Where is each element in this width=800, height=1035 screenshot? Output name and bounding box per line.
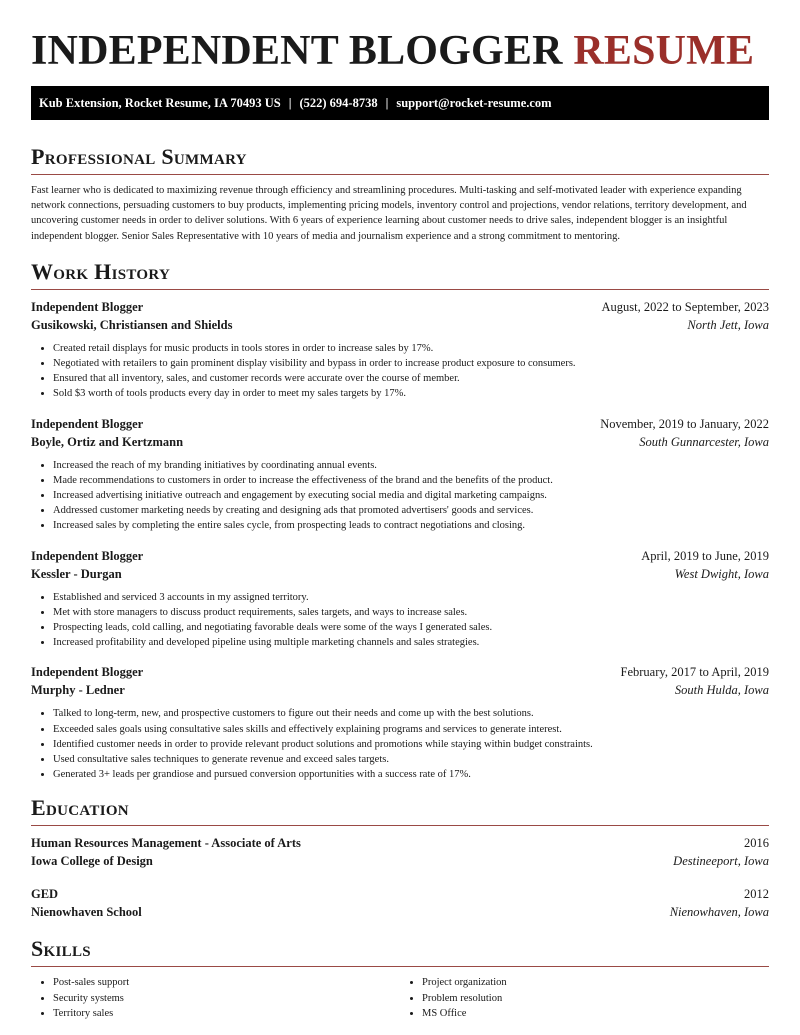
section-divider [31, 966, 769, 967]
job-bullets [31, 341, 769, 402]
job-title: Independent Blogger [31, 299, 144, 314]
job-bullet: • Used consultative sales techniques to generate revenue and exceed sales targets. [53, 752, 769, 767]
job-title: Independent Blogger [31, 665, 144, 680]
job-bullet: • Talked to long-term, new, and prospective customers to figure out their needs and come up with the best solutions. [53, 706, 769, 721]
contact-email[interactable]: support@rocket-resume.com [396, 96, 552, 110]
job-dates: November, 2019 to January, 2022 [600, 416, 769, 431]
job-company: Gusikowski, Christiansen and Shields [31, 317, 233, 332]
skill-item: • Security systems [53, 991, 400, 1006]
job-bullet: • Generated 3+ leads per grandiose and pursued conversion opportunities with a success rate of 17%. [53, 767, 769, 782]
contact-bar [31, 86, 769, 120]
skills-heading: Skills [31, 936, 91, 962]
education-degree: Human Resources Management - Associate of Arts [31, 836, 301, 851]
job-title: Independent Blogger [31, 548, 144, 563]
work-history-heading: Work History [31, 258, 171, 284]
skill-item: • Post-sales support [53, 975, 400, 990]
job-bullets [31, 706, 769, 782]
education-degree: GED [31, 887, 59, 902]
job-location: West Dwight, Iowa [674, 566, 769, 581]
job-title: Independent Blogger [31, 416, 144, 431]
job-dates: August, 2022 to September, 2023 [601, 299, 769, 314]
contact-address: Kub Extension, Rocket Resume, IA 70493 US [39, 96, 281, 110]
job-bullet: • Sold $3 worth of tools products every day in order to meet my sales targets by 17%. [53, 386, 769, 401]
job-dates: April, 2019 to June, 2019 [641, 548, 769, 563]
job-location: North Jett, Iowa [687, 317, 769, 332]
skills-column-right [400, 975, 769, 1021]
job-bullet: • Created retail displays for music products in tools stores in order to increase sales by 17%. [53, 341, 769, 356]
summary-heading: Professional Summary [31, 144, 247, 169]
job-bullet: • Increased profitability and developed pipeline using multiple marketing channels and sales strategies. [53, 635, 769, 650]
job-entry [31, 415, 769, 534]
job-bullet: • Identified customer needs in order to provide relevant product solutions and promotions while staying within budget constraints. [53, 737, 769, 752]
skill-item: • Territory sales [53, 1006, 400, 1021]
job-entry [31, 663, 769, 782]
education-location: Nienowhaven, Iowa [669, 905, 769, 920]
job-company: Kessler - Durgan [31, 566, 122, 581]
job-bullet: • Addressed customer marketing needs by creating and designing ads that promoted advertisers' goods and services. [53, 503, 769, 518]
job-bullets [31, 458, 769, 534]
education-location: Destineeport, Iowa [673, 854, 769, 869]
job-company: Murphy - Ledner [31, 683, 125, 698]
job-location: South Gunnarcester, Iowa [639, 434, 769, 449]
job-bullet: • Made recommendations to customers in order to increase the effectiveness of the brand and the benefits of the product. [53, 473, 769, 488]
education-heading: Education [31, 795, 129, 821]
job-entry [31, 547, 769, 651]
skills-column-left [31, 975, 400, 1021]
education-school: Nienowhaven School [31, 905, 142, 920]
job-bullet: • Increased advertising initiative outreach and engagement by executing social media and digital marketing campaigns. [53, 488, 769, 503]
job-entry [31, 298, 769, 402]
skill-item: • Project organization [422, 975, 769, 990]
job-bullet: • Increased sales by completing the entire sales cycle, from prospecting leads to contract negotiations and closing. [53, 518, 769, 533]
education-school: Iowa College of Design [31, 854, 153, 869]
title-main: INDEPENDENT BLOGGER [31, 28, 563, 74]
skill-item: • Problem resolution [422, 991, 769, 1006]
summary-text: Fast learner who is dedicated to maximizing revenue through efficiency and streamlining procedures. Multi-tasking and self-motivated leader with experience expanding network connections, persuading customers to buy products, implementing pricing models, inventory control and projections, vendor relations, territory development, and uncovering customer needs in order to deliver solutions. With 6 years of experience learning about customer needs to drive sales, independent blogger is an insightful independent blogger. Senior Sales Representative with 10 years of media and journalism experience and a strong commitment to mentoring. [31, 185, 747, 242]
job-bullet: • Increased the reach of my branding initiatives by coordinating annual events. [53, 458, 769, 473]
education-entry [31, 834, 769, 870]
job-bullet: • Exceeded sales goals using consultative sales skills and effectively explaining programs and services to generate interest. [53, 722, 769, 737]
skill-item: • MS Office [422, 1006, 769, 1021]
job-bullet: • Ensured that all inventory, sales, and customer records were accurate over the course of member. [53, 371, 769, 386]
job-bullet: • Met with store managers to discuss product requirements, sales targets, and ways to increase sales. [53, 605, 769, 620]
job-dates: February, 2017 to April, 2019 [620, 665, 769, 680]
education-year: 2012 [744, 887, 769, 902]
job-bullet: • Negotiated with retailers to gain prominent display visibility and bypass in order to increase product exposure to consumers. [53, 356, 769, 371]
section-divider [31, 174, 769, 175]
job-bullets [31, 590, 769, 651]
contact-separator: | [288, 96, 292, 110]
contact-phone[interactable]: (522) 694-8738 [299, 96, 378, 110]
skills-list [31, 975, 769, 1021]
job-bullet: • Prospecting leads, cold calling, and negotiating favorable deals were some of the ways I generated sales. [53, 620, 769, 635]
job-location: South Hulda, Iowa [674, 683, 769, 698]
education-year: 2016 [744, 836, 769, 851]
section-divider [31, 825, 769, 826]
job-bullet: • Established and serviced 3 accounts in my assigned territory. [53, 590, 769, 605]
title-accent: RESUME [573, 28, 755, 74]
section-divider [31, 289, 769, 290]
job-company: Boyle, Ortiz and Kertzmann [31, 434, 184, 449]
education-entry [31, 885, 769, 921]
resume-title [31, 0, 769, 74]
contact-separator: | [385, 96, 389, 110]
